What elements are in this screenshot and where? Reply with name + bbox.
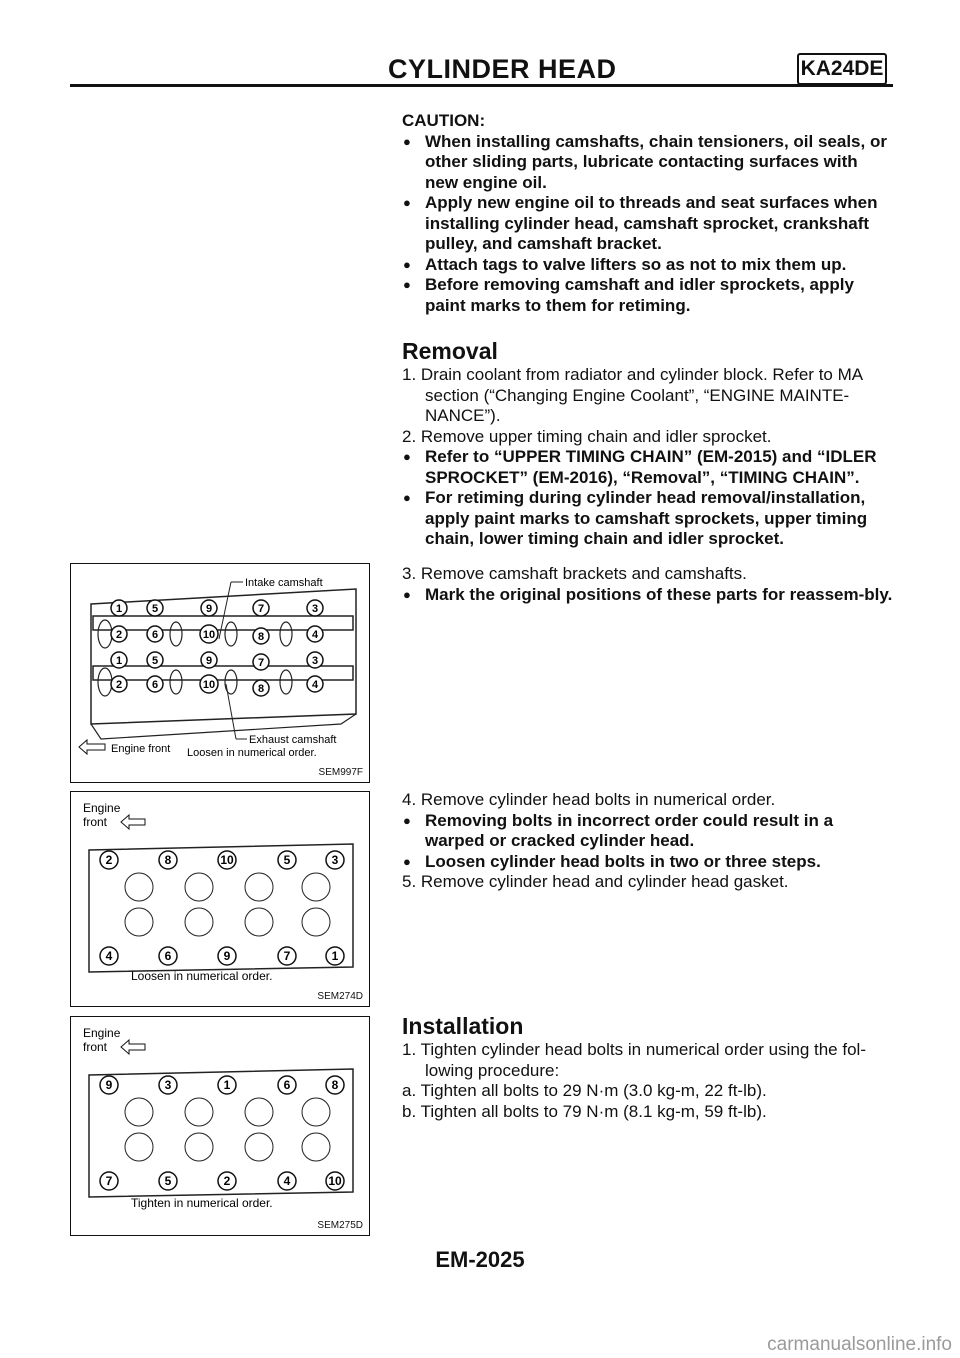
- svg-text:10: 10: [202, 629, 216, 641]
- svg-text:1: 1: [115, 603, 123, 615]
- svg-text:6: 6: [151, 679, 159, 691]
- svg-text:8: 8: [164, 853, 172, 867]
- bolt-marker: [278, 947, 296, 965]
- camshaft-diagram: [71, 564, 369, 782]
- svg-text:2: 2: [115, 679, 123, 691]
- svg-text:4: 4: [105, 949, 113, 963]
- head-combustion-chambers: [125, 1098, 330, 1161]
- bracket-marker: [147, 600, 163, 616]
- svg-text:10: 10: [220, 853, 234, 867]
- removal-bullet: ● Mark the original positions of these parts for reassem-bly.: [402, 585, 893, 606]
- bracket-marker: [307, 600, 323, 616]
- figure-caption: Tighten in numerical order.: [131, 1196, 273, 1210]
- svg-text:9: 9: [105, 1078, 113, 1092]
- svg-text:4: 4: [311, 629, 319, 641]
- figure-head-bolts-tighten: [70, 1016, 370, 1236]
- figure-code: SEM275D: [317, 1220, 363, 1231]
- bracket-marker: [200, 625, 218, 643]
- bracket-marker: [307, 626, 323, 642]
- svg-text:2: 2: [223, 1174, 231, 1188]
- engine-front-arrow-icon: [121, 1040, 145, 1054]
- bolt-marker: [326, 851, 344, 869]
- removal-bullet: ● For retiming during cylinder head removal/installation, apply paint marks to camshaft sprockets, upper timing chain, lower timing chain and idler sprocket.: [402, 488, 893, 550]
- svg-text:3: 3: [331, 853, 339, 867]
- bolt-marker: [100, 1076, 118, 1094]
- svg-text:7: 7: [257, 657, 265, 669]
- svg-text:9: 9: [223, 949, 231, 963]
- bolt-marker: [159, 851, 177, 869]
- svg-text:3: 3: [311, 655, 319, 667]
- removal-step-4-block: [402, 790, 893, 893]
- bolt-marker: [218, 947, 236, 965]
- engine-front-arrow-icon: [79, 740, 105, 754]
- svg-text:1: 1: [331, 949, 339, 963]
- removal-step-3-block: [402, 564, 893, 605]
- svg-text:2: 2: [105, 853, 113, 867]
- bracket-marker: [307, 652, 323, 668]
- svg-text:1: 1: [115, 655, 123, 667]
- removal-step-3: 3. Remove camshaft brackets and camshafts.: [402, 564, 747, 583]
- bracket-marker: [201, 600, 217, 616]
- figure-head-bolts-loosen: [70, 791, 370, 1007]
- exhaust-camshaft-label: Exhaust camshaft: [249, 734, 337, 746]
- engine-code-badge: KA24DE: [797, 53, 887, 85]
- svg-text:7: 7: [283, 949, 291, 963]
- bracket-marker: [253, 654, 269, 670]
- bolt-marker: [218, 1076, 236, 1094]
- front-label: front: [83, 815, 108, 829]
- svg-text:6: 6: [283, 1078, 291, 1092]
- bolt-marker: [159, 1172, 177, 1190]
- bracket-marker: [111, 626, 127, 642]
- watermark-link[interactable]: carmanualsonline.info: [767, 1334, 952, 1355]
- bracket-marker: [111, 676, 127, 692]
- installation-step-1: 1. Tighten cylinder head bolts in numerical order using the fol-lowing procedure:: [402, 1040, 866, 1080]
- svg-text:9: 9: [205, 603, 213, 615]
- page-number: EM-2025: [435, 1247, 525, 1272]
- installation-heading: Installation: [402, 1013, 524, 1039]
- removal-step-4: 4. Remove cylinder head bolts in numerical order.: [402, 790, 776, 809]
- svg-text:1: 1: [223, 1078, 231, 1092]
- engine-front-arrow-icon: [121, 815, 145, 829]
- svg-text:7: 7: [257, 603, 265, 615]
- bolt-marker: [100, 1172, 118, 1190]
- bolt-marker: [159, 1076, 177, 1094]
- svg-text:3: 3: [164, 1078, 172, 1092]
- removal-step-1: 1. Drain coolant from radiator and cylinder block. Refer to MA section (“Changing Engine Coolant”, “ENGINE MAINTE-NANCE”).: [402, 365, 863, 425]
- svg-text:8: 8: [331, 1078, 339, 1092]
- removal-bullet: ● Loosen cylinder head bolts in two or three steps.: [402, 852, 893, 873]
- svg-text:8: 8: [257, 631, 265, 643]
- figure-code: SEM997F: [318, 767, 363, 778]
- bolt-marker: [326, 1076, 344, 1094]
- svg-text:8: 8: [257, 683, 265, 695]
- svg-text:5: 5: [164, 1174, 172, 1188]
- figure-caption: Loosen in numerical order.: [187, 747, 317, 759]
- bracket-marker: [147, 652, 163, 668]
- engine-label: Engine: [83, 801, 121, 815]
- bracket-marker: [147, 676, 163, 692]
- head-combustion-chambers: [125, 873, 330, 936]
- head-bolts-diagram: [71, 1017, 369, 1235]
- bracket-marker: [307, 676, 323, 692]
- caution-block: [402, 111, 893, 316]
- caution-item: ● Before removing camshaft and idler sprockets, apply paint marks to them for retiming.: [402, 275, 893, 316]
- bracket-marker: [253, 680, 269, 696]
- bracket-marker: [147, 626, 163, 642]
- svg-text:6: 6: [164, 949, 172, 963]
- bolt-marker: [278, 1076, 296, 1094]
- head-bolts-diagram: [71, 792, 369, 1006]
- bolt-marker: [159, 947, 177, 965]
- caution-item: ● Apply new engine oil to threads and seat surfaces when installing cylinder head, camshaft sprocket, crankshaft pulley, and camshaft bracket.: [402, 193, 893, 255]
- svg-text:7: 7: [105, 1174, 113, 1188]
- bracket-marker: [111, 600, 127, 616]
- figure-code: SEM274D: [317, 991, 363, 1002]
- svg-text:10: 10: [202, 679, 216, 691]
- engine-label: Engine: [83, 1026, 121, 1040]
- caution-item: ● When installing camshafts, chain tensioners, oil seals, or other sliding parts, lubricate contacting surfaces with new engine oil.: [402, 132, 893, 194]
- figure-camshaft-brackets: [70, 563, 370, 783]
- bolt-marker: [100, 947, 118, 965]
- bolt-number-markers: [111, 600, 323, 696]
- figure-caption: Loosen in numerical order.: [131, 969, 273, 983]
- caution-item: ● Attach tags to valve lifters so as not to mix them up.: [402, 255, 893, 276]
- svg-text:2: 2: [115, 629, 123, 641]
- bolt-marker: [278, 851, 296, 869]
- bracket-marker: [253, 600, 269, 616]
- svg-text:4: 4: [283, 1174, 291, 1188]
- bolt-marker: [326, 1172, 344, 1190]
- bolt-marker: [218, 851, 236, 869]
- svg-text:10: 10: [328, 1174, 342, 1188]
- installation-step-a: a. Tighten all bolts to 29 N·m (3.0 kg-m, 22 ft-lb).: [402, 1081, 767, 1100]
- removal-bullet: ● Refer to “UPPER TIMING CHAIN” (EM-2015) and “IDLER SPROCKET” (EM-2016), “Removal”, “TIMING CHAIN”.: [402, 447, 893, 488]
- front-label: front: [83, 1040, 108, 1054]
- svg-text:4: 4: [311, 679, 319, 691]
- removal-step-2: 2. Remove upper timing chain and idler sprocket.: [402, 426, 772, 446]
- bolt-marker: [326, 947, 344, 965]
- caution-label: CAUTION:: [402, 111, 486, 130]
- engine-front-label: Engine front: [111, 743, 171, 755]
- bracket-marker: [201, 652, 217, 668]
- removal-bullet: ● Removing bolts in incorrect order could result in a warped or cracked cylinder head.: [402, 811, 893, 852]
- bracket-marker: [253, 628, 269, 644]
- svg-text:5: 5: [283, 853, 291, 867]
- svg-text:6: 6: [151, 629, 159, 641]
- removal-heading: Removal: [402, 338, 498, 364]
- intake-camshaft-label: Intake camshaft: [245, 577, 323, 589]
- bracket-marker: [111, 652, 127, 668]
- bolt-marker: [100, 851, 118, 869]
- bolt-marker: [218, 1172, 236, 1190]
- svg-text:5: 5: [151, 603, 159, 615]
- svg-text:3: 3: [311, 603, 319, 615]
- svg-text:9: 9: [205, 655, 213, 667]
- installation-step-b: b. Tighten all bolts to 79 N·m (8.1 kg-m, 59 ft-lb).: [402, 1101, 767, 1121]
- header-rule: [70, 84, 893, 87]
- bolt-marker: [278, 1172, 296, 1190]
- removal-steps-1-2: [402, 365, 893, 550]
- removal-step-5: 5. Remove cylinder head and cylinder head gasket.: [402, 872, 789, 891]
- bracket-marker: [200, 675, 218, 693]
- installation-steps: [402, 1040, 893, 1122]
- svg-text:5: 5: [151, 655, 159, 667]
- page-title: CYLINDER HEAD: [388, 54, 617, 84]
